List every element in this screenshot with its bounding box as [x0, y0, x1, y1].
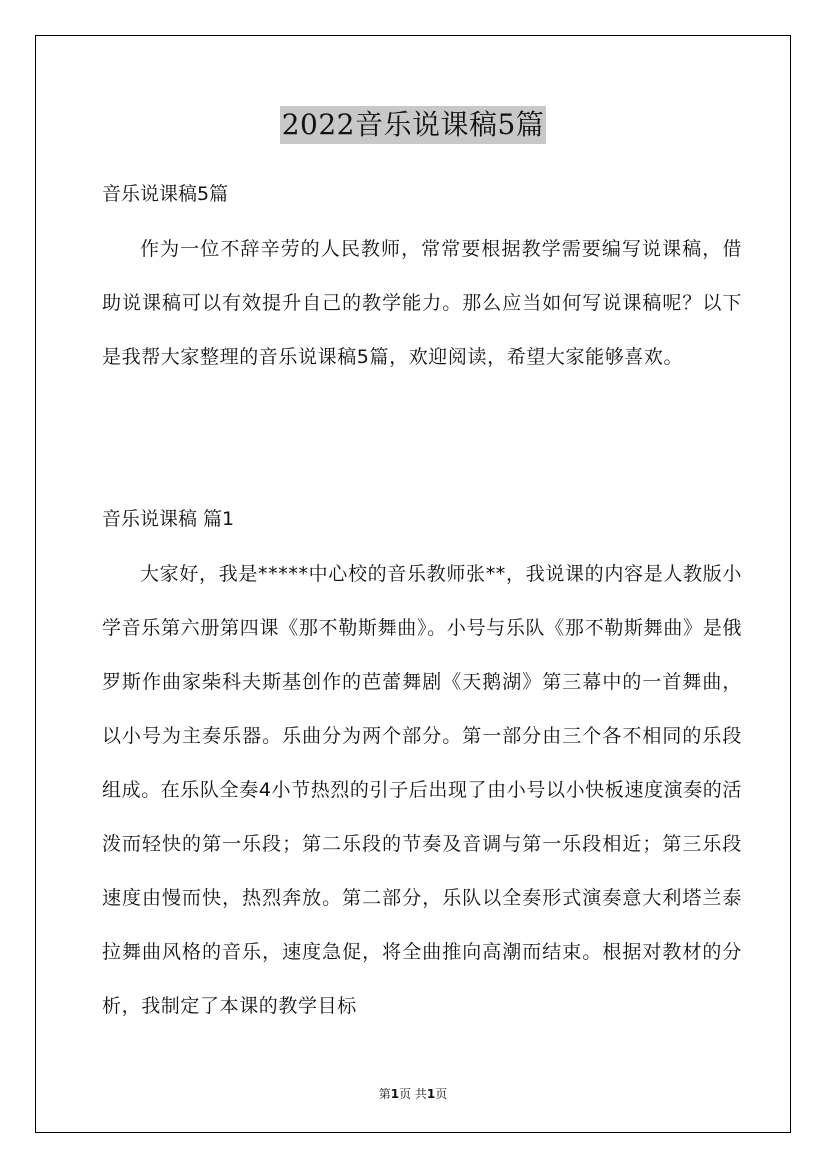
document-subtitle: 音乐说课稿5篇 [102, 183, 229, 205]
footer-prefix: 第 [378, 1087, 391, 1101]
footer-mid: 页 共 [399, 1087, 427, 1101]
footer-suffix: 页 [435, 1087, 448, 1101]
title-container [36, 106, 790, 144]
page-footer [36, 1085, 790, 1102]
document-page [35, 35, 791, 1133]
document-title: 2022音乐说课稿5篇 [280, 106, 547, 144]
footer-page-current: 1 [390, 1087, 400, 1101]
intro-paragraph: 作为一位不辞辛劳的人民教师，常常要根据教学需要编写说课稿，借助说课稿可以有效提升自己的教学能力。那么应当如何写说课稿呢？以下是我帮大家整理的音乐说课稿5篇，欢迎阅读，希望大家能够喜欢。 [102, 238, 742, 368]
section-body-paragraph: 大家好，我是*****中心校的音乐教师张**，我说课的内容是人教版小学音乐第六册第四课《那不勒斯舞曲》。小号与乐队《那不勒斯舞曲》是俄罗斯作曲家柴科夫斯基创作的芭蕾舞剧《天鹅湖》第三幕中的一首舞曲，以小号为主奏乐器。乐曲分为两个部分。第一部分由三个各不相同的乐段组成。在乐队全奏4小节热烈的引子后出现了由小号以小快板速度演奏的活泼而轻快的第一乐段；第二乐段的节奏及音调与第一乐段相近；第三乐段速度由慢而快，热烈奔放。第二部分，乐队以全奏形式演奏意大利塔兰泰拉舞曲风格的音乐，速度急促，将全曲推向高潮而结束。根据对教材的分析，我制定了本课的教学目标 [102, 563, 742, 1017]
footer-page-total: 1 [426, 1087, 436, 1101]
section-heading: 音乐说课稿 篇1 [102, 508, 235, 530]
